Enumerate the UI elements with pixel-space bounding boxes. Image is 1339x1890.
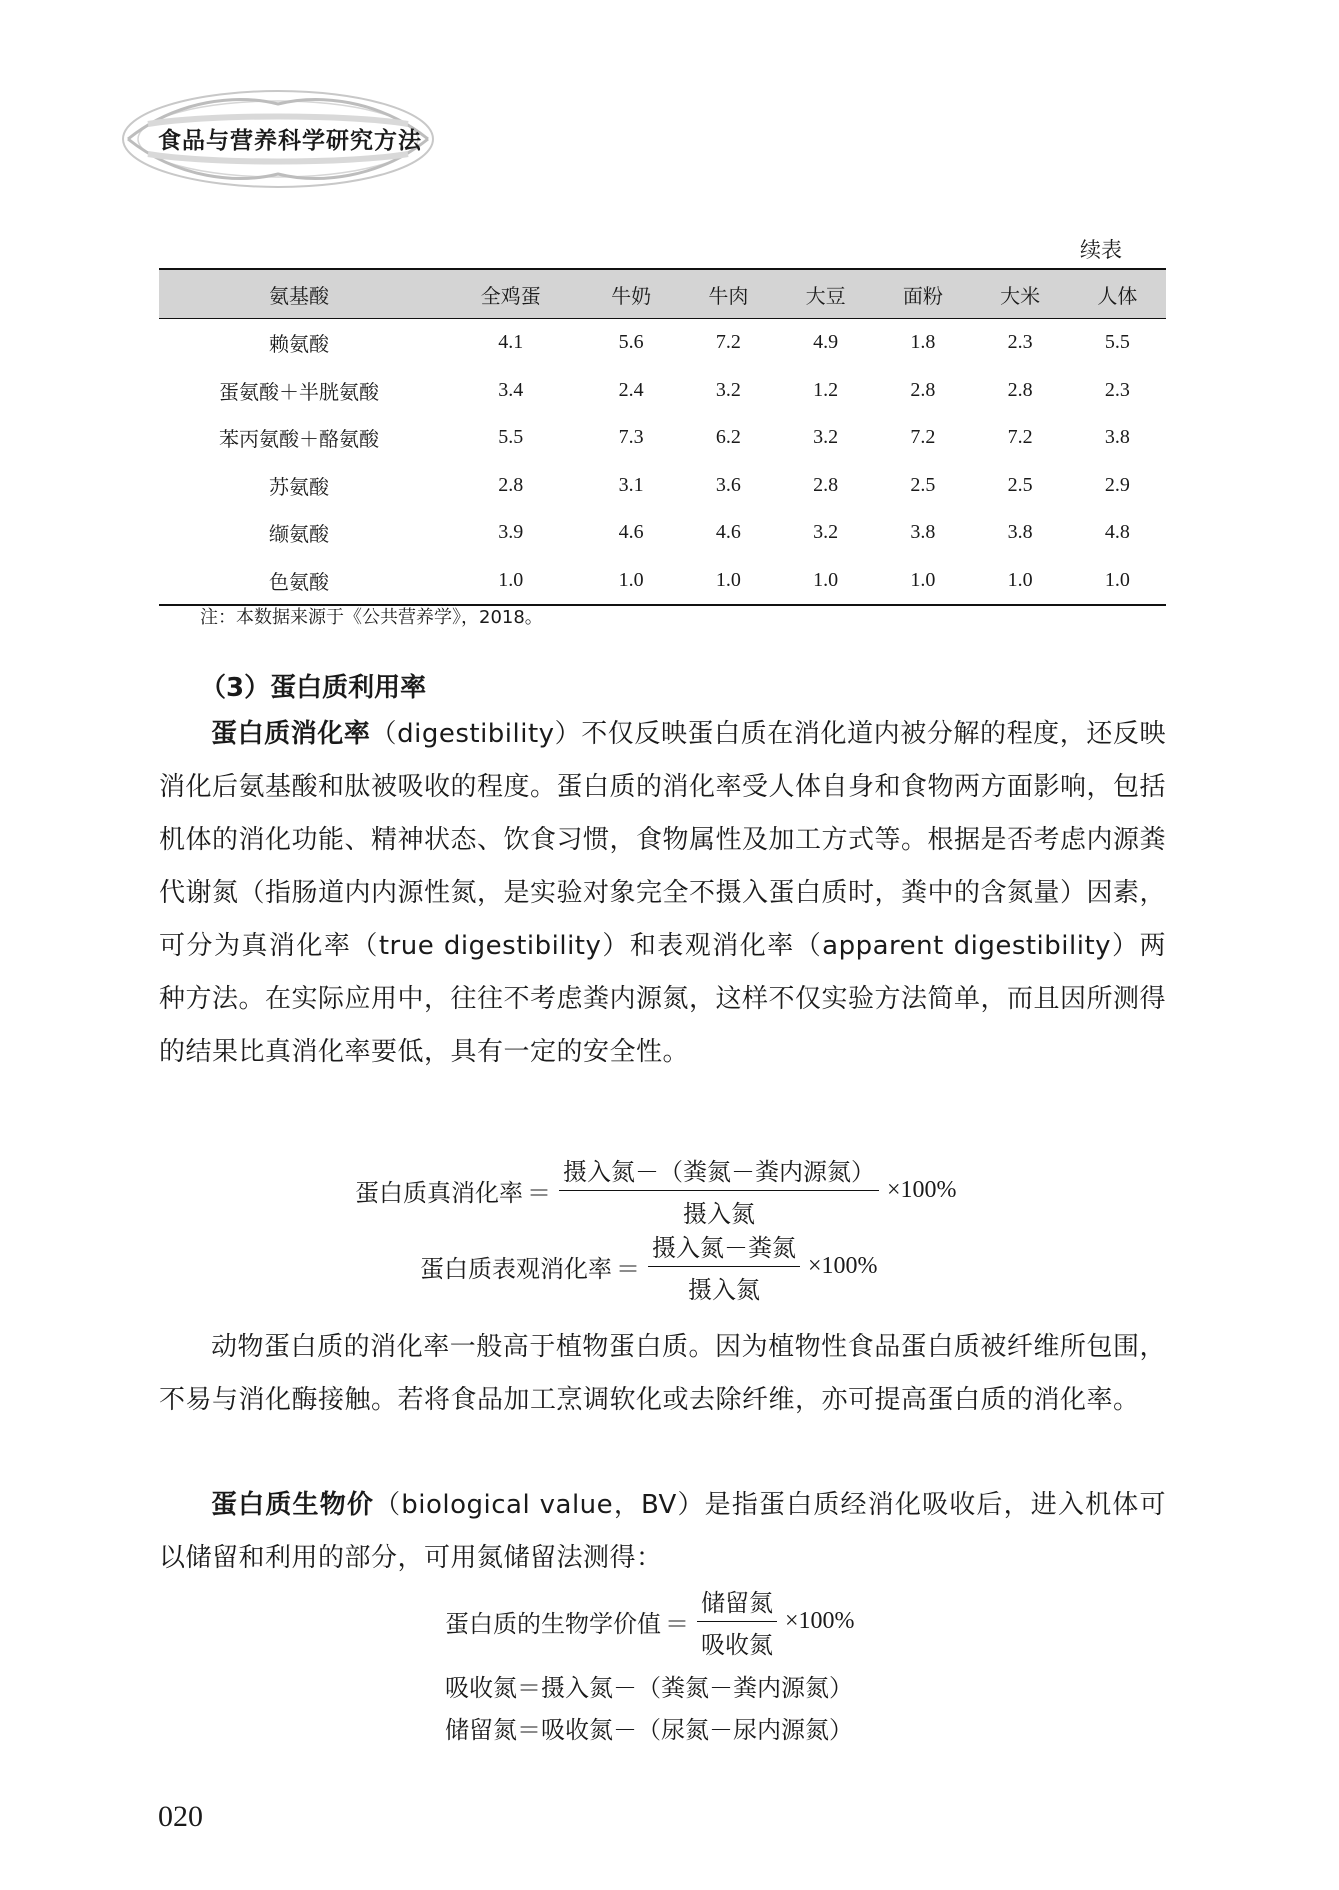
cell: 2.3 <box>1007 331 1033 354</box>
term-digestibility: 蛋白质消化率 <box>211 719 371 749</box>
equals-sign: ＝ <box>616 1255 640 1283</box>
denominator: 吸收氮 <box>701 1631 773 1659</box>
denominator: 摄入氮 <box>688 1276 760 1304</box>
formula-biological-value <box>445 1583 859 1660</box>
formula-label: 蛋白质的生物学价值 <box>445 1610 661 1638</box>
formula-true-digestibility <box>355 1152 961 1229</box>
section-heading: （3）蛋白质利用率 <box>200 673 427 703</box>
row-name: 赖氨酸 <box>269 332 329 357</box>
paragraph-animal-protein: 动物蛋白质的消化率一般高于植物蛋白质。因为植物性食品蛋白质被纤维所包围，不易与消化酶接触。若将食品加工烹调软化或去除纤维，亦可提高蛋白质的消化率。 <box>159 1332 1166 1415</box>
paragraph-biological-value <box>159 1479 1166 1585</box>
denominator: 摄入氮 <box>683 1200 755 1228</box>
amino-acid-table <box>159 268 1166 606</box>
col-header: 氨基酸 <box>159 269 439 319</box>
cell: 2.9 <box>1104 473 1130 496</box>
cell: 2.3 <box>1104 378 1130 401</box>
col-header: 面粉 <box>874 269 971 319</box>
equals-sign: ＝ <box>527 1179 551 1207</box>
cell: 1.0 <box>439 557 583 606</box>
cell: 3.8 <box>910 521 936 544</box>
multiplier: ×100% <box>808 1253 878 1279</box>
cell: 3.8 <box>1007 521 1033 544</box>
cell: 3.8 <box>1104 426 1130 449</box>
cell: 1.0 <box>971 557 1068 606</box>
formula-apparent-digestibility <box>420 1228 882 1305</box>
fraction <box>559 1152 879 1229</box>
table-row <box>159 462 1166 510</box>
cell: 2.4 <box>618 378 644 401</box>
cell: 3.4 <box>498 378 524 401</box>
row-name: 蛋氨酸＋半胱氨酸 <box>219 379 379 404</box>
paragraph-text: （digestibility）不仅反映蛋白质在消化道内被分解的程度，还反映消化后氨基酸和肽被吸收的程度。蛋白质的消化率受人体自身和食物两方面影响，包括机体的消化功能、精神状态、饮食习惯，食物属性及加工方式等。根据是否考虑内源粪代谢氮（指肠道内内源性氮，是实验对象完全不摄入蛋白质时，粪中的含氮量）因素，可分为真消化率（true digestibility）和表观消化率（apparent digestibility）两种方法。在实际应用中，往往不考虑粪内源氮，这样不仅实验方法简单，而且因所测得的结果比真消化率要低，具有一定的安全性。 <box>159 719 1167 1067</box>
cell: 3.2 <box>813 426 839 449</box>
numerator: 摄入氮－（粪氮－粪内源氮） <box>559 1152 879 1191</box>
cell: 4.9 <box>813 331 839 354</box>
cell: 7.2 <box>1007 426 1033 449</box>
multiplier: ×100% <box>887 1177 957 1203</box>
cell: 7.2 <box>910 426 936 449</box>
cell: 4.1 <box>498 331 524 354</box>
col-header: 人体 <box>1069 269 1166 319</box>
cell: 1.2 <box>813 378 839 401</box>
formula-label: 蛋白质表观消化率 <box>420 1255 612 1283</box>
cell: 4.6 <box>618 521 644 544</box>
fraction <box>697 1583 777 1660</box>
cell: 4.6 <box>715 521 741 544</box>
cell: 1.8 <box>910 331 936 354</box>
table-row <box>159 414 1166 462</box>
cell: 7.3 <box>618 426 644 449</box>
row-name: 苏氨酸 <box>269 474 329 499</box>
cell: 5.5 <box>1104 331 1130 354</box>
cell: 2.5 <box>910 473 936 496</box>
cell: 3.1 <box>618 473 644 496</box>
table-row <box>159 319 1166 367</box>
cell: 5.6 <box>618 331 644 354</box>
term-biological-value: 蛋白质生物价 <box>211 1490 375 1520</box>
cell: 3.2 <box>715 378 741 401</box>
col-header: 牛肉 <box>680 269 777 319</box>
cell: 1.0 <box>1069 557 1166 606</box>
running-head-title: 食品与营养科学研究方法 <box>158 128 422 154</box>
col-header: 全鸡蛋 <box>439 269 583 319</box>
row-name: 缬氨酸 <box>269 522 329 547</box>
cell: 3.6 <box>715 473 741 496</box>
numerator: 储留氮 <box>697 1583 777 1622</box>
cell: 1.0 <box>680 557 777 606</box>
formula-retained-nitrogen: 储留氮＝吸收氮－（尿氮－尿内源氮） <box>445 1716 853 1744</box>
numerator: 摄入氮－粪氮 <box>648 1228 800 1267</box>
cell: 7.2 <box>715 331 741 354</box>
cell: 1.0 <box>874 557 971 606</box>
fraction <box>648 1228 800 1305</box>
table-row <box>159 509 1166 557</box>
cell: 1.0 <box>583 557 680 606</box>
cell: 1.0 <box>777 557 874 606</box>
paragraph-text: （biological value，BV）是指蛋白质经消化吸收后，进入机体可以储留和利用的部分，可用氮储留法测得： <box>159 1490 1166 1573</box>
equals-sign: ＝ <box>665 1610 689 1638</box>
table-continued-label: 续表 <box>1080 238 1122 262</box>
cell: 2.8 <box>813 473 839 496</box>
cell: 5.5 <box>498 426 524 449</box>
formula-absorbed-nitrogen: 吸收氮＝摄入氮－（粪氮－粪内源氮） <box>445 1674 853 1702</box>
col-header: 牛奶 <box>583 269 680 319</box>
cell: 2.8 <box>498 473 524 496</box>
cell: 2.8 <box>910 378 936 401</box>
cell: 3.2 <box>813 521 839 544</box>
multiplier: ×100% <box>785 1608 855 1634</box>
table-row <box>159 557 1166 606</box>
paragraph-digestibility <box>159 708 1166 1079</box>
table-header-row <box>159 269 1166 319</box>
col-header: 大豆 <box>777 269 874 319</box>
row-name: 色氨酸 <box>159 557 439 606</box>
cell: 6.2 <box>715 426 741 449</box>
page-number: 020 <box>158 1800 203 1833</box>
cell: 3.9 <box>498 521 524 544</box>
col-header: 大米 <box>971 269 1068 319</box>
table-note: 注：本数据来源于《公共营养学》，2018。 <box>200 607 543 628</box>
row-name: 苯丙氨酸＋酪氨酸 <box>219 427 379 452</box>
cell: 2.5 <box>1007 473 1033 496</box>
table-row <box>159 367 1166 415</box>
formula-label: 蛋白质真消化率 <box>355 1179 523 1207</box>
cell: 4.8 <box>1104 521 1130 544</box>
cell: 2.8 <box>1007 378 1033 401</box>
